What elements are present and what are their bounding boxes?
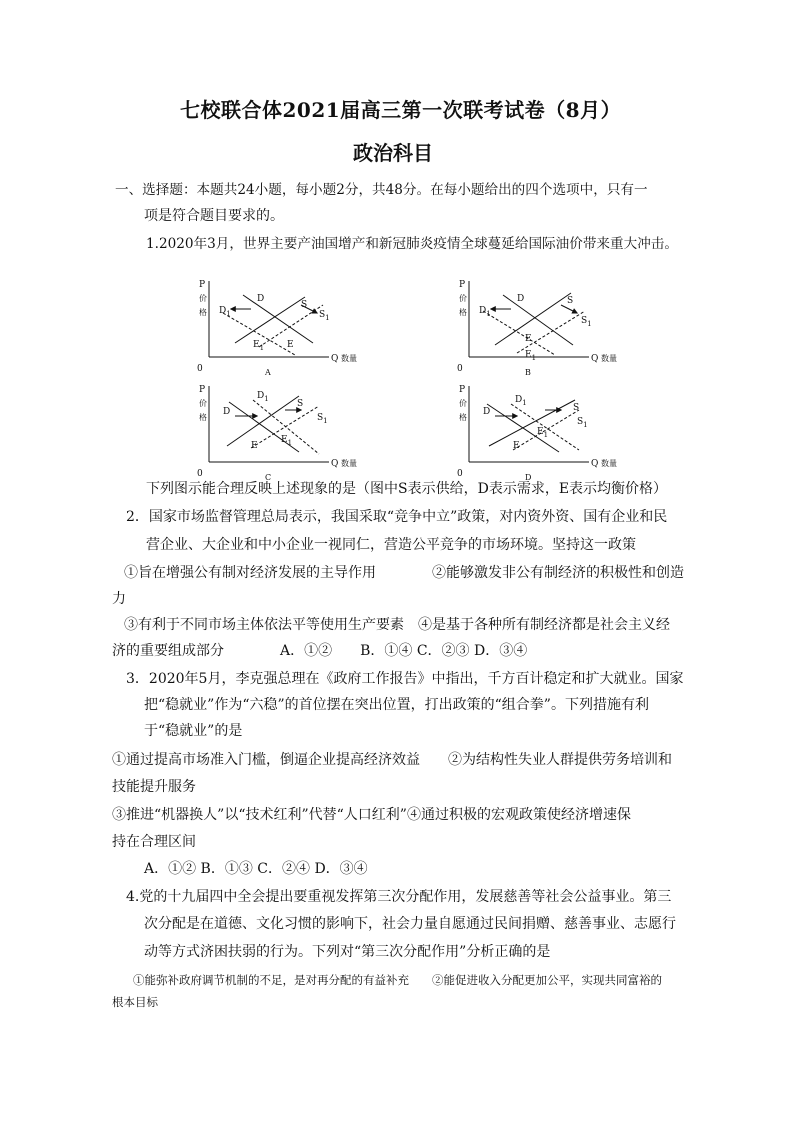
- label-s1: $S_1$: [577, 417, 588, 429]
- axis-label-price2: 格: [199, 413, 207, 422]
- q3-option-line3: ③推进“机器换人”以“技术红利”代替“人口红利”④通过积极的宏观政策使经济增速保: [112, 807, 631, 823]
- graph-b: [455, 275, 640, 385]
- q4-option-line2: 根本目标: [112, 995, 158, 1009]
- label-d1: $D_1$: [515, 395, 527, 407]
- q2-option-line2: 力: [112, 591, 126, 607]
- label-d: D: [517, 294, 525, 304]
- q4-stem-line3: 动等方式济困扶弱的行为。下列对“第三次分配作用”分析正确的是: [144, 944, 551, 960]
- demand-curve-d: [503, 295, 573, 345]
- demand-curve-d1: [253, 400, 319, 454]
- axis-label-price2: 格: [199, 308, 207, 317]
- supply-curve-s: [495, 293, 574, 345]
- axis-label-q: Q: [331, 459, 339, 469]
- label-e: E: [287, 340, 294, 350]
- axis-label-qty: 数量: [341, 459, 357, 468]
- q2-option-line3: ③有利于不同市场主体依法平等使用生产要素 ④是基于各种所有制经济都是社会主义经: [124, 617, 670, 633]
- label-s: S: [573, 403, 580, 413]
- graph-caption: D: [525, 473, 532, 482]
- label-e1: $E_1$: [281, 435, 293, 447]
- q3-option-line1: ①通过提高市场准入门槛，倒逼企业提高经济效益 ②为结构性失业人群提供劳务培训和: [112, 752, 672, 768]
- label-e: E: [251, 441, 258, 451]
- axis-label-price: 价: [199, 294, 207, 303]
- q2-stem-line2: 营企业、大企业和中小企业一视同仁，营造公平竞争的市场环境。坚持这一政策: [146, 537, 636, 553]
- label-s: S: [567, 296, 574, 306]
- q4-stem-line1: 4.党的十九届四中全会提出要重视发挥第三次分配作用，发展慈善等社会公益事业。第三: [126, 889, 672, 905]
- axis-origin: 0: [457, 364, 463, 374]
- q1-stem-line1: 1.2020年3月，世界主要产油国增产和新冠肺炎疫情全球蔓延给国际油价带来重大冲击。: [146, 236, 678, 252]
- q1-stem-line2: 下列图示能合理反映上述现象的是（图中S表示供给，D表示需求，E表示均衡价格）: [146, 481, 668, 497]
- axis-label-qty: 数量: [601, 459, 617, 468]
- axis-label-q: Q: [591, 459, 599, 469]
- axis-label-price2: 格: [459, 308, 467, 317]
- label-d: D: [223, 407, 231, 417]
- axis-origin: 0: [197, 364, 203, 374]
- label-s: S: [297, 399, 304, 409]
- graph-caption: B: [525, 368, 531, 377]
- label-d1: $D_1$: [219, 306, 231, 318]
- label-d1: $D_1$: [257, 391, 269, 403]
- shift-arrow-supply: [561, 305, 577, 313]
- graph-d: [455, 380, 640, 480]
- label-e1: $E_1$: [253, 340, 265, 352]
- axis-label-price: 价: [459, 399, 467, 408]
- supply-curve-s1: [517, 311, 585, 353]
- q4-option-line1: ①能弥补政府调节机制的不足，是对再分配的有益补充 ②能促进收入分配更加公平，实现共同富裕的: [133, 973, 662, 987]
- label-s: S: [301, 300, 308, 310]
- axis-origin: 0: [197, 469, 203, 479]
- graph-caption: A: [265, 368, 271, 377]
- q4-stem-line2: 次分配是在道德、文化习惯的影响下，社会力量自愿通过民间捐赠、慈善事业、志愿行: [144, 916, 676, 932]
- axis-label-qty: 数量: [601, 354, 617, 363]
- graph-a: [195, 275, 355, 385]
- axis-label-price: 价: [459, 294, 467, 303]
- axis-label-p: P: [459, 280, 466, 290]
- section-intro-line2: 项是符合题目要求的。: [144, 208, 284, 224]
- section-intro-line1: 一、选择题：本题共24小题，每小题2分，共48分。在每小题给出的四个选项中，只有一: [115, 182, 648, 198]
- q3-stem-line2: 把“稳就业”作为“六稳”的首位摆在突出位置，打出政策的“组合拳”。下列措施有利: [144, 697, 649, 713]
- axis-label-q: Q: [591, 354, 599, 364]
- label-e: E: [513, 441, 520, 451]
- q2-option-line4: 济的重要组成部分 A．①② B．①④ C．②③ D．③④: [112, 643, 528, 659]
- label-s1: $S_1$: [319, 310, 330, 322]
- q3-option-line4: 持在合理区间: [112, 834, 196, 850]
- q2-option-line1: ①旨在增强公有制对经济发展的主导作用 ②能够激发非公有制经济的积极性和创造: [124, 565, 684, 581]
- label-e1: $E_1$: [537, 427, 549, 439]
- axis-origin: 0: [457, 469, 463, 479]
- q3-option-line2: 技能提升服务: [112, 779, 196, 795]
- label-d1: $D_1$: [479, 306, 491, 318]
- q3-stem-line1: 3．2020年5月，李克强总理在《政府工作报告》中指出，千方百计稳定和扩大就业。国家: [126, 671, 684, 687]
- axis-label-q: Q: [331, 354, 339, 364]
- label-s1: $S_1$: [317, 413, 328, 425]
- label-d: D: [257, 294, 265, 304]
- axis-label-price: 价: [199, 399, 207, 408]
- q3-answers: A．①② B．①③ C．②④ D．③④: [144, 861, 368, 877]
- label-s1: $S_1$: [581, 316, 592, 328]
- exam-title: 七校联合体2021届高三第一次联考试卷（8月）: [180, 98, 622, 122]
- q3-stem-line3: 于“稳就业”的是: [144, 723, 243, 739]
- axis-label-qty: 数量: [341, 354, 357, 363]
- axis-label-p: P: [199, 385, 206, 395]
- graph-caption: C: [265, 473, 272, 482]
- axis-label-p: P: [459, 385, 466, 395]
- subject-title: 政治科目: [353, 141, 433, 165]
- q2-stem-line1: 2．国家市场监督管理总局表示，我国采取“竞争中立”政策，对内资外资、国有企业和民: [126, 509, 668, 525]
- label-d: D: [483, 407, 491, 417]
- supply-curve-s: [235, 297, 308, 343]
- label-e: E: [525, 334, 532, 344]
- graph-c: [195, 380, 380, 480]
- axis-label-price2: 格: [459, 413, 467, 422]
- label-e1: $E_1$: [525, 350, 537, 362]
- axis-label-p: P: [199, 280, 206, 290]
- demand-curve-d1: [483, 311, 555, 355]
